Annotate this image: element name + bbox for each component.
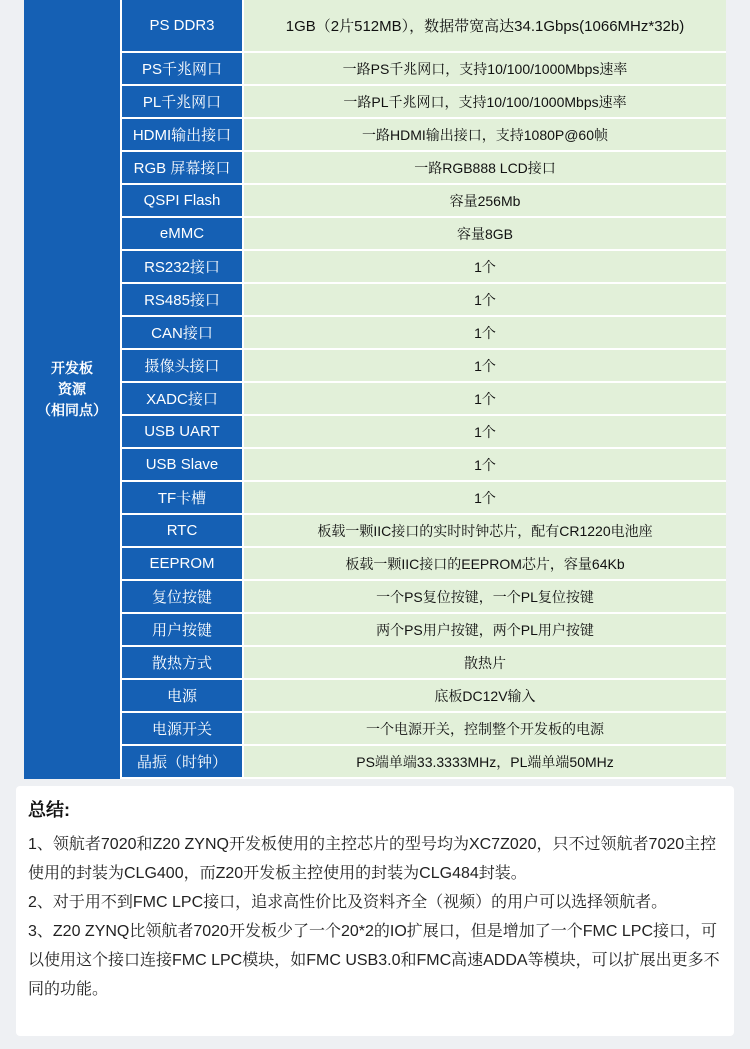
row-value-cell: 1GB（2片512MB），数据带宽高达34.1Gbps(1066MHz*32b)	[244, 0, 726, 51]
table-row	[122, 86, 726, 119]
row-value-cell: 1个	[244, 482, 726, 513]
table-rows	[122, 0, 726, 779]
table-row	[122, 482, 726, 515]
table-row	[122, 614, 726, 647]
row-name-cell: PL千兆网口	[122, 86, 244, 117]
row-name-cell: USB UART	[122, 416, 244, 447]
row-value-cell: 一路PL千兆网口，支持10/100/1000Mbps速率	[244, 86, 726, 117]
row-name-cell: eMMC	[122, 218, 244, 249]
table-row	[122, 746, 726, 779]
row-name-cell: EEPROM	[122, 548, 244, 579]
table-row	[122, 284, 726, 317]
table-row	[122, 581, 726, 614]
table-row	[122, 119, 726, 152]
table-row	[122, 251, 726, 284]
group-label-line: 资源	[58, 381, 86, 397]
summary-paragraph: 2、对于用不到FMC LPC接口，追求高性价比及资料齐全（视频）的用户可以选择领航者。	[28, 894, 668, 911]
row-value-cell: 一路RGB888 LCD接口	[244, 152, 726, 183]
table-row	[122, 680, 726, 713]
group-label-line: （相同点）	[37, 402, 107, 418]
row-value-cell: 散热片	[244, 647, 726, 678]
spec-table	[24, 0, 726, 779]
summary-title: 总结:	[28, 800, 70, 820]
row-name-cell: RTC	[122, 515, 244, 546]
row-name-cell: 电源	[122, 680, 244, 711]
row-value-cell: 1个	[244, 317, 726, 348]
row-value-cell: 一个电源开关，控制整个开发板的电源	[244, 713, 726, 744]
table-row	[122, 449, 726, 482]
row-value-cell: 板载一颗IIC接口的EEPROM芯片，容量64Kb	[244, 548, 726, 579]
table-row	[122, 0, 726, 53]
row-value-cell: 容量256Mb	[244, 185, 726, 216]
row-name-cell: 散热方式	[122, 647, 244, 678]
table-row	[122, 647, 726, 680]
row-value-cell: 一路HDMI输出接口，支持1080P@60帧	[244, 119, 726, 150]
table-row	[122, 548, 726, 581]
table-row	[122, 152, 726, 185]
row-name-cell: RGB 屏幕接口	[122, 152, 244, 183]
row-name-cell: 复位按键	[122, 581, 244, 612]
row-value-cell: 1个	[244, 251, 726, 282]
row-name-cell: 电源开关	[122, 713, 244, 744]
row-value-cell: 底板DC12V输入	[244, 680, 726, 711]
table-row	[122, 53, 726, 86]
row-name-cell: 用户按键	[122, 614, 244, 645]
group-header-cell	[24, 0, 122, 779]
row-name-cell: RS485接口	[122, 284, 244, 315]
row-name-cell: USB Slave	[122, 449, 244, 480]
row-value-cell: PS端单端33.3333MHz，PL端单端50MHz	[244, 746, 726, 777]
summary-paragraph: 3、Z20 ZYNQ比领航者7020开发板少了一个20*2的IO扩展口，但是增加了一个FMC LPC接口，可以使用这个接口连接FMC LPC模块，如FMC USB3.0和FMC高速ADDA等模块，可以扩展出更多不同的功能。	[28, 923, 720, 998]
row-value-cell: 1个	[244, 449, 726, 480]
table-row	[122, 515, 726, 548]
row-value-cell: 一路PS千兆网口，支持10/100/1000Mbps速率	[244, 53, 726, 84]
row-name-cell: 晶振（时钟）	[122, 746, 244, 777]
row-value-cell: 板载一颗IIC接口的实时时钟芯片，配有CR1220电池座	[244, 515, 726, 546]
row-name-cell: TF卡槽	[122, 482, 244, 513]
summary-section	[16, 786, 734, 1036]
row-value-cell: 1个	[244, 383, 726, 414]
group-label-line: 开发板	[51, 360, 93, 376]
table-row	[122, 185, 726, 218]
row-value-cell: 1个	[244, 284, 726, 315]
row-value-cell: 一个PS复位按键，一个PL复位按键	[244, 581, 726, 612]
table-row	[122, 383, 726, 416]
row-value-cell: 容量8GB	[244, 218, 726, 249]
row-name-cell: PS DDR3	[122, 0, 244, 51]
row-name-cell: 摄像头接口	[122, 350, 244, 381]
table-row	[122, 713, 726, 746]
row-name-cell: HDMI输出接口	[122, 119, 244, 150]
summary-paragraph: 1、领航者7020和Z20 ZYNQ开发板使用的主控芯片的型号均为XC7Z020，只不过领航者7020主控使用的封装为CLG400，而Z20开发板主控使用的封装为CLG484封装。	[28, 836, 717, 882]
table-row	[122, 416, 726, 449]
row-name-cell: CAN接口	[122, 317, 244, 348]
row-name-cell: QSPI Flash	[122, 185, 244, 216]
row-name-cell: RS232接口	[122, 251, 244, 282]
row-value-cell: 两个PS用户按键，两个PL用户按键	[244, 614, 726, 645]
table-row	[122, 317, 726, 350]
row-value-cell: 1个	[244, 416, 726, 447]
row-value-cell: 1个	[244, 350, 726, 381]
table-row	[122, 218, 726, 251]
row-name-cell: PS千兆网口	[122, 53, 244, 84]
table-row	[122, 350, 726, 383]
summary-text	[28, 830, 730, 1004]
row-name-cell: XADC接口	[122, 383, 244, 414]
